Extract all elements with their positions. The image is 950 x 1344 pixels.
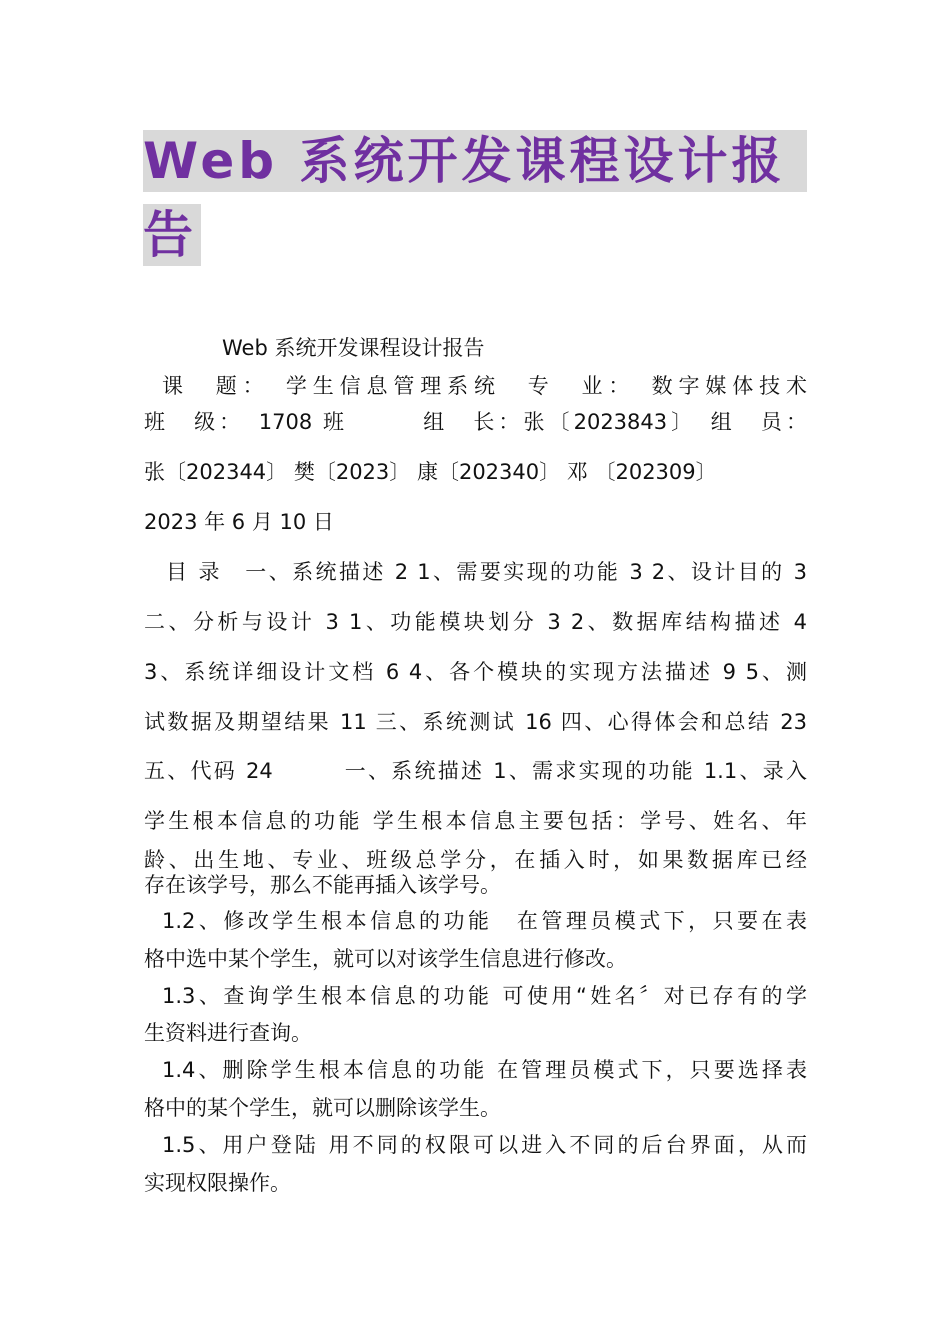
members-line: 张〔202344〕 樊〔2023〕 康〔202340〕 邓 〔202309〕: [144, 460, 717, 484]
toc-line-1: 目 录 一、系统描述 2 1、需要实现的功能 3 2、设计目的 3: [166, 560, 807, 584]
toc-line-5: 五、代码 24 一、系统描述 1、需求实现的功能 1.1、录入: [144, 759, 807, 783]
paragraph-1-line-2: 龄、出生地、专业、班级总学分，在插入时，如果数据库已经: [144, 848, 807, 872]
paragraph-4-line-1: 1.4、删除学生根本信息的功能 在管理员模式下，只要选择表: [162, 1058, 807, 1082]
subtitle: Web 系统开发课程设计报告: [222, 336, 485, 360]
paragraph-2-line-2: 格中选中某个学生，就可以对该学生信息进行修改。: [144, 947, 627, 971]
course-major-line: 课 题： 学生信息管理系统 专 业： 数字媒体技术: [162, 374, 807, 398]
document-title-line-2: 告: [143, 204, 201, 266]
toc-line-4: 试数据及期望结果 11 三、系统测试 16 四、心得体会和总结 23: [144, 710, 807, 734]
toc-line-3: 3、系统详细设计文档 6 4、各个模块的实现方法描述 9 5、测: [144, 660, 807, 684]
paragraph-5-line-2: 实现权限操作。: [144, 1171, 291, 1195]
toc-line-2: 二、分析与设计 3 1、功能模块划分 3 2、数据库结构描述 4: [144, 610, 807, 634]
class-leader-line: 班 级： 1708 班 组 长：张〔2023843〕 组 员：: [144, 410, 807, 434]
paragraph-3-line-1: 1.3、查询学生根本信息的功能 可使用“姓名〞对已存有的学: [162, 984, 807, 1008]
paragraph-1-line-1: 学生根本信息的功能 学生根本信息主要包括：学号、姓名、年: [144, 809, 807, 833]
date-line: 2023 年 6 月 10 日: [144, 510, 334, 534]
paragraph-3-line-2: 生资料进行查询。: [144, 1021, 312, 1045]
paragraph-1-line-3: 存在该学号，那么不能再插入该学号。: [144, 873, 501, 897]
paragraph-2-line-1: 1.2、修改学生根本信息的功能 在管理员模式下，只要在表: [162, 909, 807, 933]
paragraph-5-line-1: 1.5、用户登陆 用不同的权限可以进入不同的后台界面，从而: [162, 1133, 807, 1157]
paragraph-4-line-2: 格中的某个学生，就可以删除该学生。: [144, 1096, 501, 1120]
document-title-line-1: Web 系统开发课程设计报: [143, 130, 807, 192]
